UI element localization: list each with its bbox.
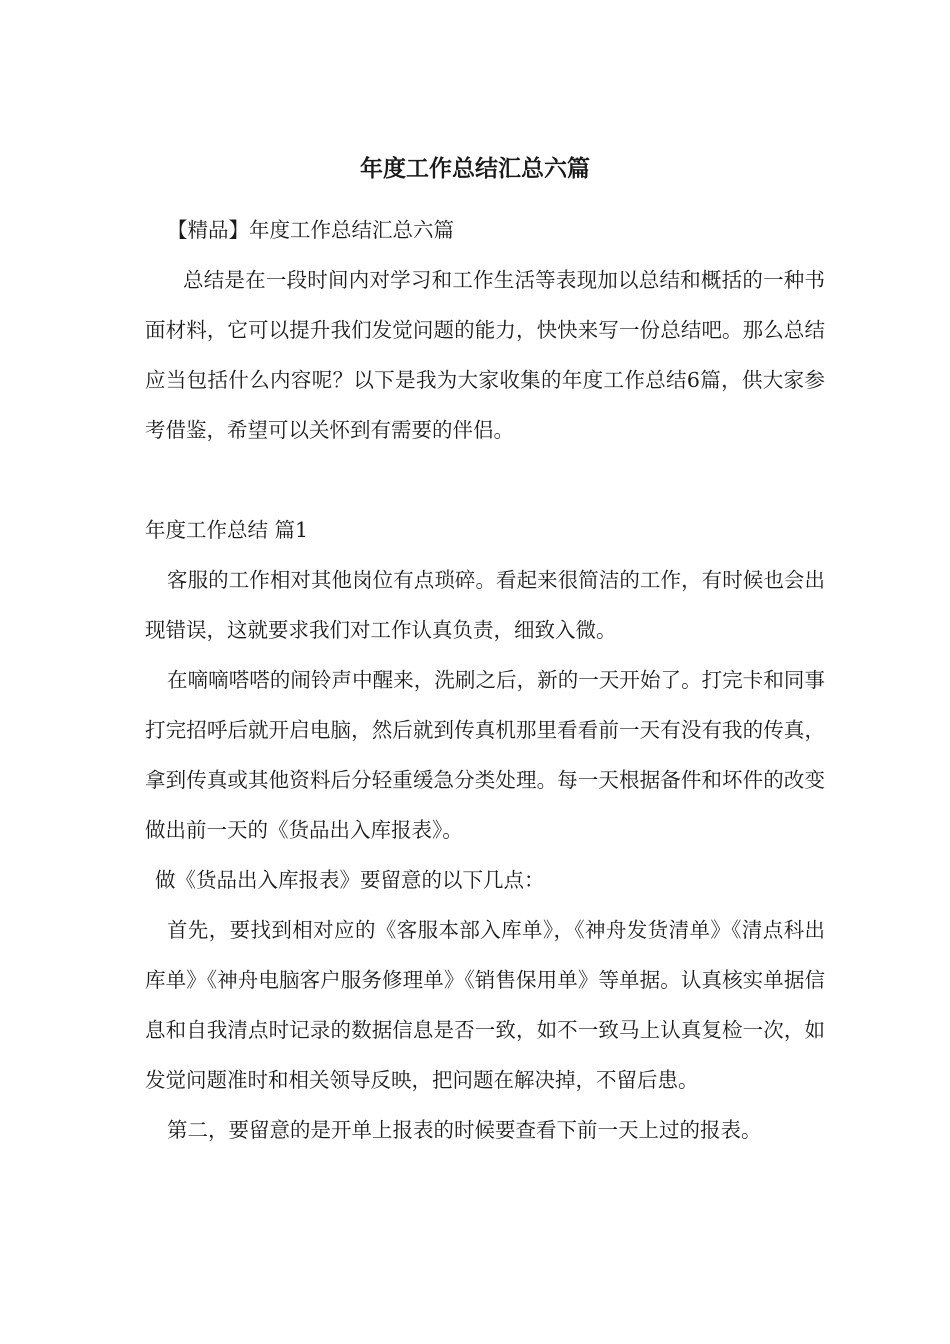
body-paragraph-2: 在嘀嘀嗒嗒的闹铃声中醒来，洗刷之后，新的一天开始了。打完卡和同事打完招呼后就开启电脑，然后就到传真机那里看看前一天有没有我的传真，拿到传真或其他资料后分轻重缓急分类处理。每一天根据备件和坏件的改变做出前一天的《货品出入库报表》。 [145,668,825,842]
body-paragraph-5: 第二，要留意的是开单上报表的时候要查看下前一天上过的报表。 [167,1118,762,1142]
subtitle-paragraph: 【精品】年度工作总结汇总六篇 [167,218,454,242]
document-body [145,205,825,1155]
body-paragraph-1: 客服的工作相对其他岗位有点琐碎。看起来很简洁的工作，有时候也会出现错误，这就要求我们对工作认真负责，细致入微。 [145,568,825,642]
body-paragraph-3: 做《货品出入库报表》要留意的以下几点： [155,868,545,892]
section-heading: 年度工作总结 篇1 [145,518,309,542]
document-title: 年度工作总结汇总六篇 [360,156,590,182]
intro-paragraph: 总结是在一段时间内对学习和工作生活等表现加以总结和概括的一种书面材料，它可以提升我们发觉问题的能力，快快来写一份总结吧。那么总结应当包括什么内容呢？以下是我为大家收集的年度工作总结6篇，供大家参考借鉴，希望可以关怀到有需要的伴侣。 [145,268,825,442]
body-paragraph-4: 首先，要找到相对应的《客服本部入库单》，《神舟发货清单》《清点科出库单》《神舟电脑客户服务修理单》《销售保用单》等单据。认真核实单据信息和自我清点时记录的数据信息是否一致，如不一致马上认真复检一次，如发觉问题准时和相关领导反映，把问题在解决掉，不留后患。 [145,918,825,1092]
paragraph-gap [145,455,825,505]
